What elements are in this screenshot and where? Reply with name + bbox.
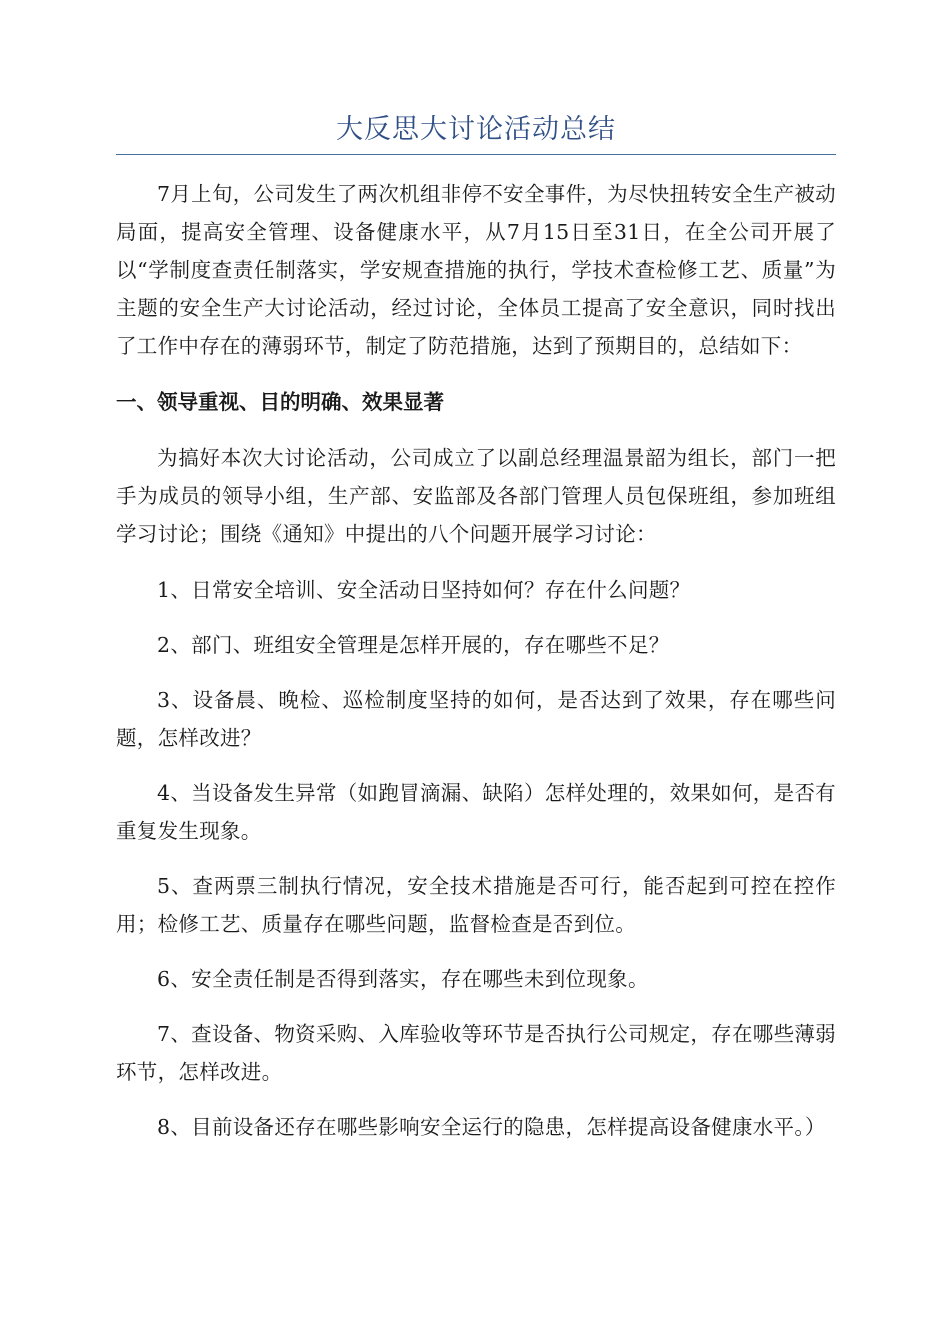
question-item-3: 3、设备晨、晚检、巡检制度坚持的如何，是否达到了效果，存在哪些问题，怎样改进？ [116,688,836,750]
document-title: 大反思大讨论活动总结 [116,110,836,155]
section-heading: 一、领导重视、目的明确、效果显著 [116,390,444,414]
question-item-1: 1、日常安全培训、安全活动日坚持如何？存在什么问题？ [157,578,691,602]
document-page [116,110,836,1163]
question-item-2: 2、部门、班组安全管理是怎样开展的，存在哪些不足？ [157,633,670,657]
question-item-7: 7、查设备、物资采购、入库验收等环节是否执行公司规定，存在哪些薄弱环节，怎样改进。 [116,1022,836,1084]
question-item-6: 6、安全责任制是否得到落实，存在哪些未到位现象。 [157,967,649,991]
question-item-5: 5、查两票三制执行情况，安全技术措施是否可行，能否起到可控在控作用；检修工艺、质量存在哪些问题，监督检查是否到位。 [116,874,836,936]
intro-paragraph: 7月上旬，公司发生了两次机组非停不安全事件，为尽快扭转安全生产被动局面，提高安全管理、设备健康水平，从7月15日至31日，在全公司开展了以“学制度查责任制落实，学安规查措施的执行，学技术查检修工艺、质量”为主题的安全生产大讨论活动，经过讨论，全体员工提高了安全意识，同时找出了工作中存在的薄弱环节，制定了防范措施，达到了预期目的，总结如下： [116,182,836,358]
section-paragraph: 为搞好本次大讨论活动，公司成立了以副总经理温景韶为组长，部门一把手为成员的领导小组，生产部、安监部及各部门管理人员包保班组，参加班组学习讨论；围绕《通知》中提出的八个问题开展学习讨论： [116,446,836,546]
question-item-4: 4、当设备发生异常（如跑冒滴漏、缺陷）怎样处理的，效果如何，是否有重复发生现象。 [116,781,836,843]
question-item-8: 8、目前设备还存在哪些影响安全运行的隐患，怎样提高设备健康水平。） [157,1115,826,1139]
